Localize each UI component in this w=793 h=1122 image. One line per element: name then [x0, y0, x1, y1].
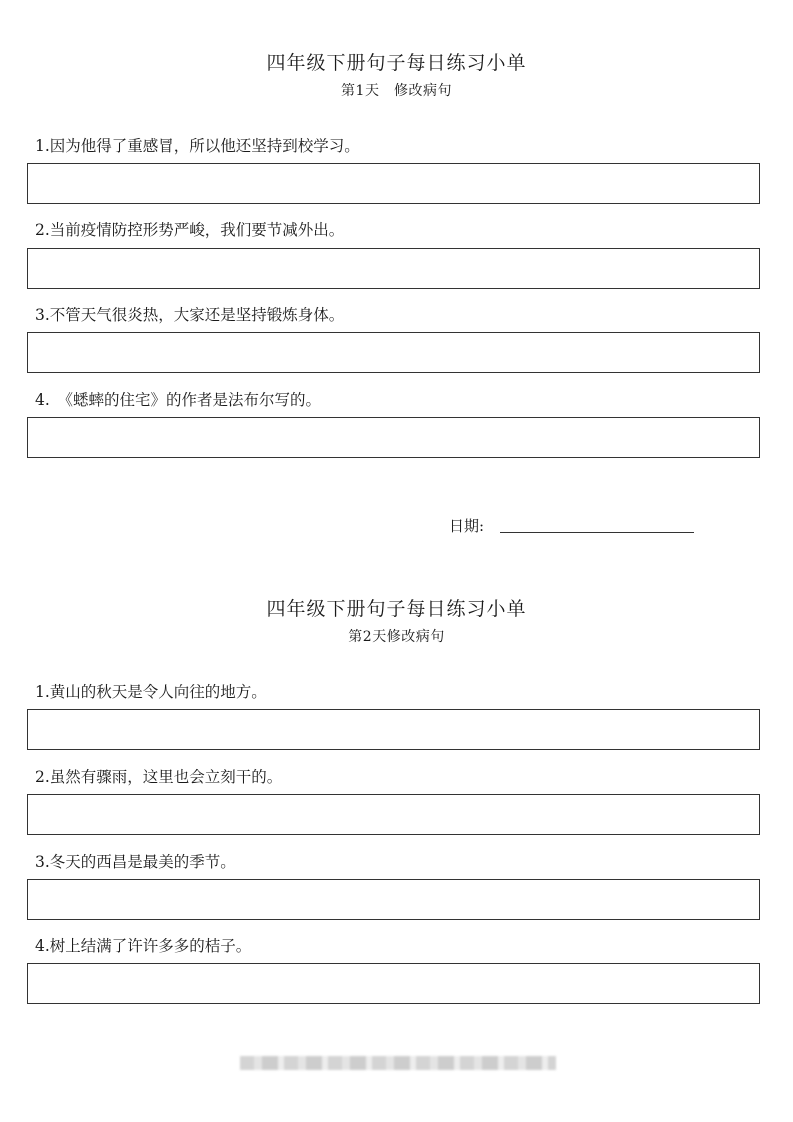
sheet1-question-4: 4. 《蟋蟀的住宅》的作者是法布尔写的。: [35, 391, 322, 409]
sheet2-question-3: 3.冬天的西昌是最美的季节。: [35, 853, 236, 871]
sheet1-subtitle: 第1天 修改病句: [341, 83, 452, 99]
sheet2-answer-box-4[interactable]: [27, 963, 760, 1004]
date-label: 日期:: [449, 517, 485, 535]
sheet2-answer-box-3[interactable]: [27, 879, 760, 920]
sheet2-question-4: 4.树上结满了许许多多的桔子。: [35, 937, 252, 955]
sheet2-question-1: 1.黄山的秋天是令人向往的地方。: [35, 683, 267, 701]
date-input-line[interactable]: [500, 532, 694, 533]
sheet2-answer-box-1[interactable]: [27, 709, 760, 750]
sheet2-question-2: 2.虽然有骤雨，这里也会立刻干的。: [35, 768, 283, 786]
sheet2-subtitle: 第2天修改病句: [348, 629, 445, 645]
blurred-footer-watermark: [240, 1056, 556, 1070]
sheet2-answer-box-2[interactable]: [27, 794, 760, 835]
sheet1-question-3: 3.不管天气很炎热，大家还是坚持锻炼身体。: [35, 306, 345, 324]
sheet1-answer-box-4[interactable]: [27, 417, 760, 458]
sheet1-title: 四年级下册句子每日练习小单: [266, 52, 527, 74]
sheet1-answer-box-1[interactable]: [27, 163, 760, 204]
sheet1-question-1: 1.因为他得了重感冒，所以他还坚持到校学习。: [35, 137, 360, 155]
sheet1-answer-box-3[interactable]: [27, 332, 760, 373]
sheet1-answer-box-2[interactable]: [27, 248, 760, 289]
sheet1-question-2: 2.当前疫情防控形势严峻，我们要节减外出。: [35, 221, 345, 239]
sheet2-title: 四年级下册句子每日练习小单: [266, 598, 527, 620]
